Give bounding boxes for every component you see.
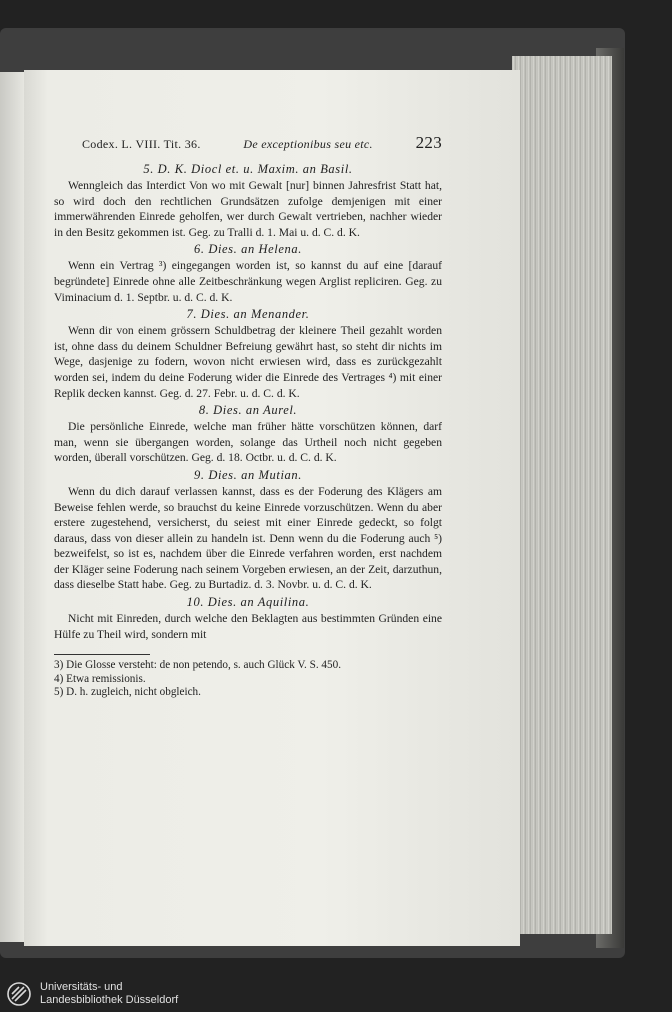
section-heading: 10. Dies. an Aquilina.: [186, 595, 310, 610]
footnote: 3) Die Glosse versteht: de non petendo, s. auch Glück V. S. 450.: [54, 659, 342, 672]
page-text: [54, 133, 442, 700]
section-text: Nicht mit Einreden, durch welche den Beklagten aus bestimmten Gründen eine Hülfe zu Theil wird, sondern mit: [54, 612, 442, 641]
footnote-rule: [54, 654, 150, 655]
running-header: [82, 133, 442, 153]
left-page-edge: [0, 72, 24, 942]
section-heading: 7. Dies. an Menander.: [186, 307, 310, 322]
library-name: [40, 981, 178, 1007]
footnote: 4) Etwa remissionis.: [54, 672, 146, 685]
library-name-line2: Landesbibliothek Düsseldorf: [40, 994, 179, 1006]
section-text: Wenn dir von einem grössern Schuldbetrag der kleinere Theil gezahlt worden ist, ohne dass du deinem Schuldner Befreiung gewährt hast, so steht dir nichts im Wege, dasjenige zu fodern, wovon nicht erwiesen wird, dass es zurückgezahlt worden sei, indem du deine Foderung wider die Einrede des Vertrages ⁴) mit einer Replik decken kannst. Geg. d. 27. Febr. u. d. C. d. K.: [54, 324, 442, 400]
section-text: Wenn ein Vertrag ³) eingegangen worden ist, so kannst du auf eine [darauf begründete] Einrede ohne alle Zeitbeschränkung wegen Arglist repliciren. Geg. zu Viminacium d. 1. Septbr. u. d. C. d. K.: [54, 259, 442, 304]
section-text: Wenn du dich darauf verlassen kannst, dass es der Foderung des Klägers am Beweise fehlen werde, so brauchst du keine Einrede vorzuschützen. Wenn du aber erstere zugestehend, versicherst, du seiest mit einer Einrede gedeckt, so folgt daraus, dass von dieser allein zu handeln ist. Denn wenn du die Foderung auch ⁵) bezweifelst, so ist es, nachdem über die Einrede verfahren worden, erst nachdem der Kläger seine Foderung nach seinem Vorgeben erwiesen, an der Zeit, darzuthun, dass dieselbe Statt habe. Geg. zu Burtadiz. d. 3. Novbr. u. d. C. d. K.: [54, 484, 442, 592]
section-text: Wenngleich das Interdict Von wo mit Gewalt [nur] binnen Jahresfrist Statt hat, so wird doch den rechtlichen Grundsätzen zufolge demjenigen mit einer immerwährenden Einrede geholfen, wer durch Gewalt vertrieben, nachher wieder in den Besitz gekommen ist. Geg. zu Tralli d. 1. Mai u. d. C. d. K.: [54, 179, 442, 239]
library-logo-icon: [6, 981, 32, 1007]
section-heading: 5. D. K. Diocl et. u. Maxim. an Basil.: [143, 162, 353, 176]
section-text: Die persönliche Einrede, welche man früher hätte vorschützen können, darf man, wenn sie übergangen worden, solange das Urtheil noch nicht gegeben worden, überall vorschützen. Geg. d. 18. Octbr. u. d. C. d. K.: [54, 420, 442, 465]
header-title: De exceptionibus seu etc.: [243, 137, 373, 151]
section-heading: 9. Dies. an Mutian.: [194, 467, 302, 482]
page-block-edge: [512, 56, 612, 934]
section-heading: 8. Dies. an Aurel.: [198, 403, 298, 418]
footnote: 5) D. h. zugleich, nicht obgleich.: [54, 686, 201, 699]
page-number: 223: [415, 133, 442, 152]
section-heading: 6. Dies. an Helena.: [194, 242, 302, 257]
header-left: Codex. L. VIII. Tit. 36.: [82, 137, 201, 151]
library-name-line1: Universitäts- und: [40, 981, 123, 993]
